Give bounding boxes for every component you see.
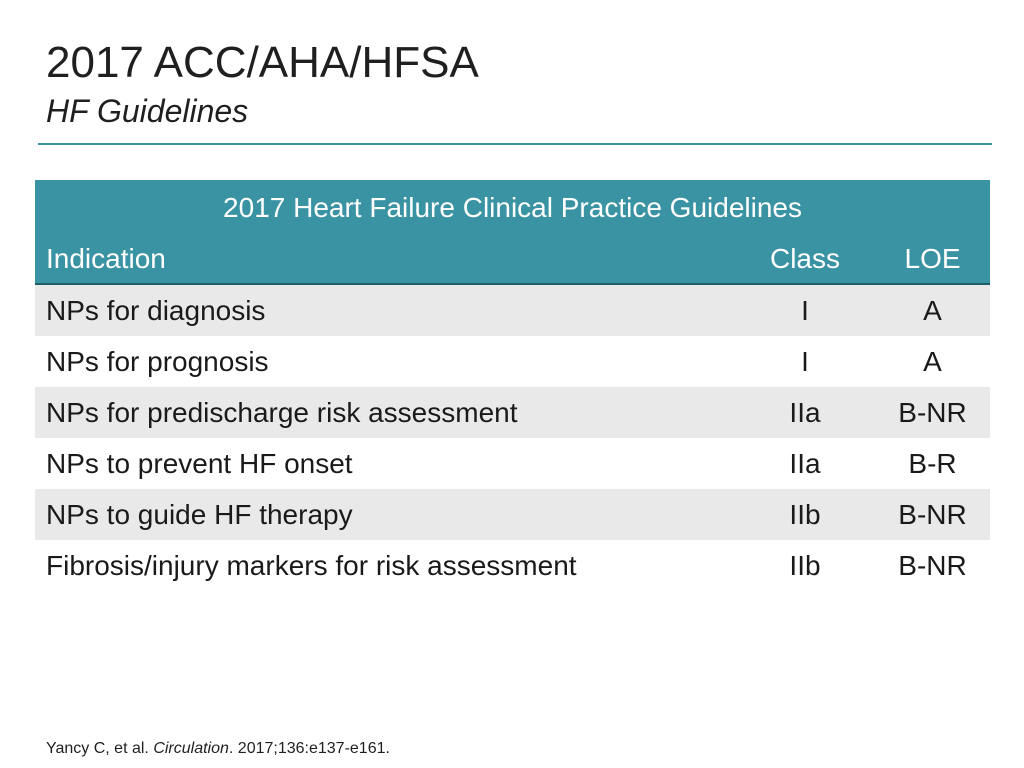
citation-details: . 2017;136:e137-e161. bbox=[228, 740, 390, 757]
table-caption-row bbox=[35, 180, 990, 234]
table-row bbox=[35, 387, 990, 438]
loe-cell: A bbox=[875, 284, 990, 336]
header-loe: LOE bbox=[875, 234, 990, 284]
guidelines-table bbox=[35, 180, 990, 591]
class-cell: IIa bbox=[735, 387, 875, 438]
indication-cell: NPs for predischarge risk assessment bbox=[35, 387, 735, 438]
loe-cell: B-R bbox=[875, 438, 990, 489]
slide-title: 2017 ACC/AHA/HFSA bbox=[46, 38, 479, 87]
indication-cell: NPs for diagnosis bbox=[35, 284, 735, 336]
class-cell: I bbox=[735, 336, 875, 387]
table-row bbox=[35, 438, 990, 489]
loe-cell: B-NR bbox=[875, 489, 990, 540]
loe-cell: B-NR bbox=[875, 387, 990, 438]
title-divider bbox=[38, 143, 992, 145]
loe-cell: B-NR bbox=[875, 540, 990, 591]
table-row bbox=[35, 540, 990, 591]
header-indication: Indication bbox=[35, 234, 735, 284]
slide-subtitle: HF Guidelines bbox=[46, 93, 249, 129]
class-cell: IIb bbox=[735, 540, 875, 591]
citation-authors: Yancy C, et al. bbox=[46, 740, 149, 757]
table-caption: 2017 Heart Failure Clinical Practice Guidelines bbox=[35, 180, 990, 234]
table-row bbox=[35, 489, 990, 540]
class-cell: IIb bbox=[735, 489, 875, 540]
table-row bbox=[35, 336, 990, 387]
loe-cell: A bbox=[875, 336, 990, 387]
class-cell: IIa bbox=[735, 438, 875, 489]
class-cell: I bbox=[735, 284, 875, 336]
indication-cell: NPs to guide HF therapy bbox=[35, 489, 735, 540]
table-header-row bbox=[35, 234, 990, 284]
citation bbox=[46, 739, 390, 759]
indication-cell: Fibrosis/injury markers for risk assessment bbox=[35, 540, 735, 591]
table-row bbox=[35, 284, 990, 336]
indication-cell: NPs to prevent HF onset bbox=[35, 438, 735, 489]
citation-journal: Circulation bbox=[153, 740, 229, 757]
header-class: Class bbox=[735, 234, 875, 284]
indication-cell: NPs for prognosis bbox=[35, 336, 735, 387]
